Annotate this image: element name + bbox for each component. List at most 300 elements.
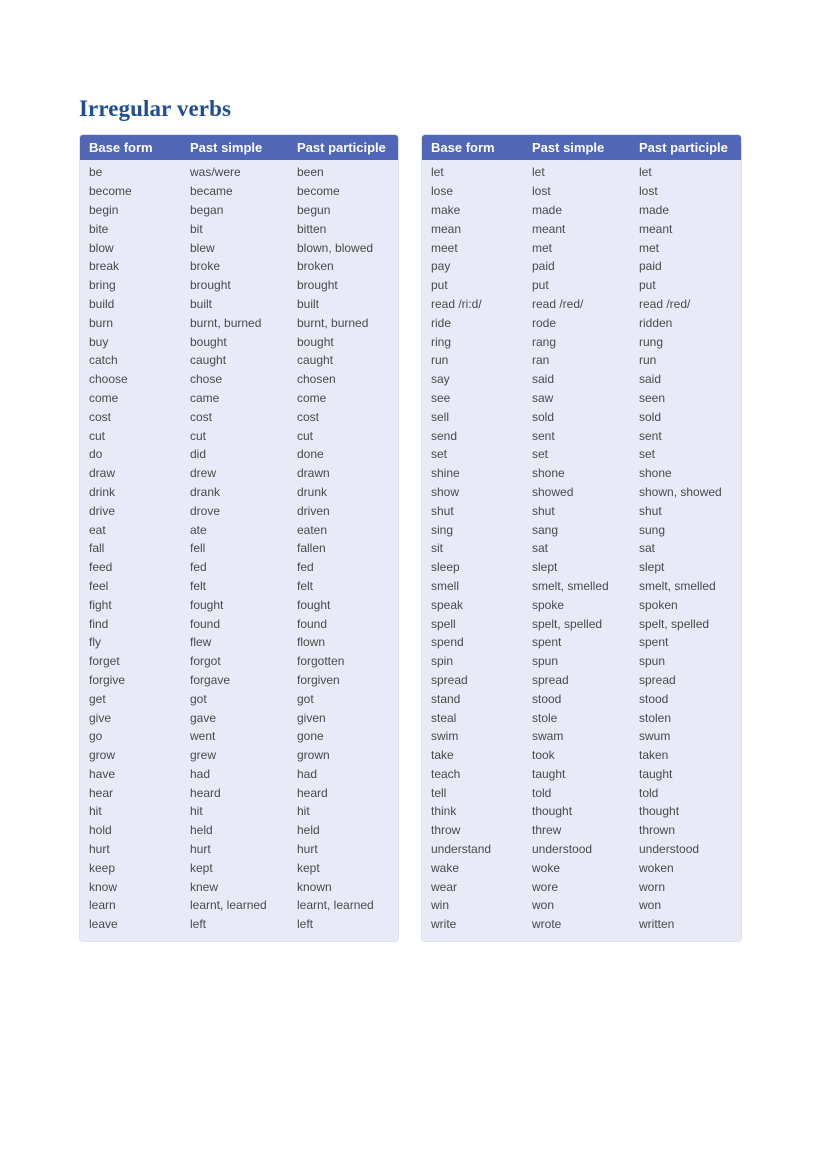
table-row [80, 257, 398, 276]
header-past-simple: Past simple [190, 140, 263, 155]
table-row [422, 483, 741, 502]
base-form-cell: steal [431, 710, 457, 725]
past-participle-cell: become [297, 184, 340, 199]
past-simple-cell: made [532, 202, 563, 217]
base-form-cell: forget [89, 654, 120, 669]
base-form-cell: spend [431, 635, 464, 650]
past-participle-cell: smelt, smelled [639, 578, 716, 593]
table-row [80, 652, 398, 671]
table-row [422, 445, 741, 464]
table-row [422, 520, 741, 539]
table-row [80, 858, 398, 877]
base-form-cell: shine [431, 466, 460, 481]
base-form-cell: hit [89, 804, 102, 819]
past-simple-cell: fell [190, 541, 206, 556]
past-participle-cell: spread [639, 672, 676, 687]
table-row [422, 558, 741, 577]
table-row [80, 407, 398, 426]
past-participle-cell: thrown [639, 823, 676, 838]
past-simple-cell: rode [532, 315, 557, 330]
past-participle-cell: paid [639, 259, 662, 274]
past-simple-cell: spun [532, 654, 559, 669]
table-header [422, 135, 741, 160]
past-participle-cell: come [297, 390, 327, 405]
base-form-cell: build [89, 296, 115, 311]
past-simple-cell: caught [190, 353, 227, 368]
base-form-cell: see [431, 390, 451, 405]
past-simple-cell: said [532, 372, 555, 387]
base-form-cell: lose [431, 184, 454, 199]
table-row [80, 276, 398, 295]
past-participle-cell: lost [639, 184, 658, 199]
base-form-cell: stand [431, 691, 461, 706]
past-simple-cell: got [190, 691, 207, 706]
base-form-cell: get [89, 691, 106, 706]
base-form-cell: feed [89, 560, 113, 575]
past-simple-cell: forgave [190, 672, 231, 687]
past-participle-cell: blown, blowed [297, 240, 374, 255]
past-participle-cell: ridden [639, 315, 673, 330]
past-simple-cell: shone [532, 466, 565, 481]
table-row [80, 370, 398, 389]
base-form-cell: forgive [89, 672, 126, 687]
base-form-cell: begin [89, 202, 119, 217]
base-form-cell: choose [89, 372, 128, 387]
base-form-cell: keep [89, 860, 116, 875]
past-participle-cell: run [639, 353, 657, 368]
table-row [422, 746, 741, 765]
past-simple-cell: swam [532, 729, 564, 744]
past-participle-cell: forgotten [297, 654, 345, 669]
table-row [80, 821, 398, 840]
past-simple-cell: did [190, 447, 207, 462]
past-participle-cell: shown, showed [639, 484, 722, 499]
past-simple-cell: met [532, 240, 553, 255]
base-form-cell: write [431, 917, 457, 932]
base-form-cell: tell [431, 785, 447, 800]
table-row [80, 351, 398, 370]
past-simple-cell: began [190, 202, 224, 217]
past-simple-cell: ate [190, 522, 207, 537]
base-form-cell: bite [89, 221, 109, 236]
past-participle-cell: begun [297, 202, 331, 217]
table-row [80, 558, 398, 577]
base-form-cell: have [89, 766, 116, 781]
past-simple-cell: hit [190, 804, 203, 819]
past-participle-cell: spelt, spelled [639, 616, 710, 631]
table-row [80, 389, 398, 408]
base-form-cell: meet [431, 240, 458, 255]
table-row [80, 746, 398, 765]
table-row [80, 201, 398, 220]
base-form-cell: draw [89, 466, 116, 481]
base-form-cell: speak [431, 597, 464, 612]
base-form-cell: mean [431, 221, 462, 236]
table-row [422, 201, 741, 220]
table-row [422, 783, 741, 802]
table-row [422, 858, 741, 877]
table-row [422, 257, 741, 276]
table-row [422, 332, 741, 351]
past-participle-cell: forgiven [297, 672, 340, 687]
past-simple-cell: forgot [190, 654, 221, 669]
table-row [80, 896, 398, 915]
past-simple-cell: let [532, 165, 545, 180]
header-past-simple: Past simple [532, 140, 605, 155]
base-form-cell: think [431, 804, 457, 819]
past-simple-cell: felt [190, 578, 207, 593]
past-participle-cell: spent [639, 635, 669, 650]
base-form-cell: blow [89, 240, 114, 255]
past-simple-cell: woke [532, 860, 561, 875]
past-participle-cell: won [639, 898, 662, 913]
past-participle-cell: cost [297, 409, 320, 424]
base-form-cell: do [89, 447, 103, 462]
table-row [422, 821, 741, 840]
past-participle-cell: told [639, 785, 659, 800]
past-simple-cell: ran [532, 353, 550, 368]
base-form-cell: run [431, 353, 449, 368]
base-form-cell: fight [89, 597, 112, 612]
base-form-cell: give [89, 710, 112, 725]
table-row [422, 708, 741, 727]
past-participle-cell: worn [639, 879, 666, 894]
past-participle-cell: broken [297, 259, 334, 274]
past-participle-cell: burnt, burned [297, 315, 369, 330]
table-row [422, 163, 741, 182]
table-row [80, 219, 398, 238]
past-simple-cell: broke [190, 259, 221, 274]
past-simple-cell: wore [532, 879, 559, 894]
base-form-cell: let [431, 165, 444, 180]
past-participle-cell: chosen [297, 372, 336, 387]
past-participle-cell: learnt, learned [297, 898, 374, 913]
base-form-cell: become [89, 184, 132, 199]
base-form-cell: fly [89, 635, 101, 650]
table-row [422, 539, 741, 558]
past-participle-cell: held [297, 823, 320, 838]
past-participle-cell: heard [297, 785, 328, 800]
base-form-cell: eat [89, 522, 106, 537]
past-simple-cell: held [190, 823, 213, 838]
past-participle-cell: fallen [297, 541, 326, 556]
past-simple-cell: flew [190, 635, 212, 650]
past-simple-cell: spoke [532, 597, 565, 612]
table-row [80, 445, 398, 464]
past-participle-cell: fought [297, 597, 331, 612]
table-row [80, 238, 398, 257]
base-form-cell: know [89, 879, 118, 894]
base-form-cell: catch [89, 353, 118, 368]
base-form-cell: sit [431, 541, 443, 556]
past-simple-cell: built [190, 296, 213, 311]
past-simple-cell: bought [190, 334, 227, 349]
past-participle-cell: cut [297, 428, 314, 443]
table-row [422, 351, 741, 370]
table-row [422, 238, 741, 257]
past-simple-cell: set [532, 447, 549, 462]
table-row [80, 708, 398, 727]
base-form-cell: burn [89, 315, 114, 330]
past-participle-cell: thought [639, 804, 680, 819]
past-simple-cell: shut [532, 503, 555, 518]
past-participle-cell: driven [297, 503, 330, 518]
past-participle-cell: flown [297, 635, 326, 650]
base-form-cell: bring [89, 278, 116, 293]
table-row [422, 595, 741, 614]
header-base-form: Base form [431, 140, 495, 155]
past-participle-cell: rung [639, 334, 664, 349]
base-form-cell: hurt [89, 842, 110, 857]
base-form-cell: ride [431, 315, 452, 330]
table-header [80, 135, 398, 160]
past-participle-cell: brought [297, 278, 338, 293]
past-participle-cell: given [297, 710, 326, 725]
past-simple-cell: thought [532, 804, 573, 819]
past-participle-cell: seen [639, 390, 666, 405]
table-row [80, 464, 398, 483]
header-past-participle: Past participle [639, 140, 728, 155]
base-form-cell: send [431, 428, 458, 443]
base-form-cell: throw [431, 823, 461, 838]
base-form-cell: teach [431, 766, 461, 781]
past-participle-cell: swum [639, 729, 671, 744]
base-form-cell: be [89, 165, 103, 180]
past-participle-cell: done [297, 447, 324, 462]
past-simple-cell: spread [532, 672, 569, 687]
past-simple-cell: put [532, 278, 549, 293]
base-form-cell: spell [431, 616, 456, 631]
table-row [80, 295, 398, 314]
past-simple-cell: fought [190, 597, 224, 612]
table-row [80, 614, 398, 633]
table-row [80, 163, 398, 182]
past-simple-cell: stole [532, 710, 558, 725]
past-participle-cell: put [639, 278, 656, 293]
table-row [80, 727, 398, 746]
table-row [80, 501, 398, 520]
past-simple-cell: came [190, 390, 220, 405]
base-form-cell: smell [431, 578, 460, 593]
past-participle-cell: sat [639, 541, 656, 556]
table-row [422, 219, 741, 238]
past-simple-cell: rang [532, 334, 557, 349]
past-participle-cell: bitten [297, 221, 327, 236]
past-simple-cell: fed [190, 560, 207, 575]
past-participle-cell: written [639, 917, 675, 932]
irregular-verbs-table-left [79, 134, 399, 942]
past-participle-cell: got [297, 691, 314, 706]
base-form-cell: break [89, 259, 120, 274]
table-row [80, 539, 398, 558]
past-simple-cell: bit [190, 221, 203, 236]
past-simple-cell: sold [532, 409, 555, 424]
past-participle-cell: said [639, 372, 662, 387]
past-participle-cell: been [297, 165, 324, 180]
past-simple-cell: drove [190, 503, 221, 518]
table-row [422, 577, 741, 596]
past-participle-cell: built [297, 296, 320, 311]
past-simple-cell: learnt, learned [190, 898, 267, 913]
table-row [422, 896, 741, 915]
table-row [80, 877, 398, 896]
base-form-cell: drive [89, 503, 116, 518]
past-participle-cell: set [639, 447, 656, 462]
past-simple-cell: blew [190, 240, 215, 255]
past-participle-cell: shone [639, 466, 672, 481]
table-row [422, 426, 741, 445]
past-simple-cell: understood [532, 842, 593, 857]
base-form-cell: drink [89, 484, 116, 499]
past-simple-cell: drank [190, 484, 221, 499]
past-simple-cell: meant [532, 221, 566, 236]
base-form-cell: sing [431, 522, 454, 537]
base-form-cell: set [431, 447, 448, 462]
base-form-cell: come [89, 390, 119, 405]
irregular-verbs-table-right [421, 134, 742, 942]
page-title: Irregular verbs [79, 96, 232, 121]
past-simple-cell: heard [190, 785, 221, 800]
past-simple-cell: showed [532, 484, 574, 499]
base-form-cell: cost [89, 409, 112, 424]
past-participle-cell: made [639, 202, 670, 217]
table-row [422, 765, 741, 784]
past-participle-cell: felt [297, 578, 314, 593]
past-participle-cell: let [639, 165, 652, 180]
table-row [422, 614, 741, 633]
table-row [422, 671, 741, 690]
past-simple-cell: sent [532, 428, 555, 443]
past-participle-cell: found [297, 616, 328, 631]
table-row [80, 483, 398, 502]
past-participle-cell: sung [639, 522, 666, 537]
past-simple-cell: cut [190, 428, 207, 443]
base-form-cell: understand [431, 842, 492, 857]
past-participle-cell: had [297, 766, 318, 781]
table-body [422, 160, 741, 941]
table-row [80, 671, 398, 690]
table-row [80, 426, 398, 445]
past-participle-cell: eaten [297, 522, 328, 537]
table-row [80, 689, 398, 708]
table-row [80, 332, 398, 351]
past-simple-cell: became [190, 184, 233, 199]
table-row [422, 915, 741, 934]
base-form-cell: pay [431, 259, 451, 274]
past-participle-cell: spoken [639, 597, 678, 612]
past-simple-cell: spent [532, 635, 562, 650]
table-row [80, 595, 398, 614]
past-simple-cell: gave [190, 710, 217, 725]
past-simple-cell: slept [532, 560, 558, 575]
header-past-participle: Past participle [297, 140, 386, 155]
table-row [422, 877, 741, 896]
past-simple-cell: stood [532, 691, 562, 706]
past-simple-cell: burnt, burned [190, 315, 262, 330]
past-participle-cell: fed [297, 560, 314, 575]
past-participle-cell: bought [297, 334, 334, 349]
past-participle-cell: taught [639, 766, 673, 781]
past-simple-cell: paid [532, 259, 555, 274]
base-form-cell: shut [431, 503, 454, 518]
past-participle-cell: woken [639, 860, 674, 875]
base-form-cell: learn [89, 898, 116, 913]
base-form-cell: leave [89, 917, 118, 932]
past-participle-cell: sent [639, 428, 662, 443]
base-form-cell: read /ri:d/ [431, 296, 482, 311]
past-simple-cell: smelt, smelled [532, 578, 609, 593]
table-row [422, 840, 741, 859]
past-simple-cell: sat [532, 541, 549, 556]
base-form-cell: spread [431, 672, 468, 687]
past-simple-cell: grew [190, 748, 217, 763]
past-participle-cell: grown [297, 748, 330, 763]
base-form-cell: go [89, 729, 103, 744]
past-simple-cell: chose [190, 372, 223, 387]
base-form-cell: show [431, 484, 460, 499]
past-participle-cell: kept [297, 860, 320, 875]
past-simple-cell: read /red/ [532, 296, 584, 311]
past-participle-cell: hurt [297, 842, 318, 857]
table-row [422, 652, 741, 671]
table-row [80, 783, 398, 802]
table-row [422, 276, 741, 295]
past-simple-cell: sang [532, 522, 559, 537]
table-row [80, 313, 398, 332]
table-body [80, 160, 398, 941]
base-form-cell: sell [431, 409, 450, 424]
table-row [80, 840, 398, 859]
past-participle-cell: drunk [297, 484, 328, 499]
base-form-cell: fall [89, 541, 105, 556]
past-simple-cell: spelt, spelled [532, 616, 603, 631]
header-base-form: Base form [89, 140, 153, 155]
base-form-cell: wake [431, 860, 460, 875]
past-simple-cell: had [190, 766, 211, 781]
past-participle-cell: stood [639, 691, 669, 706]
table-row [80, 802, 398, 821]
table-row [422, 389, 741, 408]
table-row [422, 313, 741, 332]
past-simple-cell: saw [532, 390, 554, 405]
past-simple-cell: left [190, 917, 207, 932]
past-participle-cell: caught [297, 353, 334, 368]
past-simple-cell: took [532, 748, 555, 763]
past-participle-cell: stolen [639, 710, 672, 725]
base-form-cell: cut [89, 428, 106, 443]
past-participle-cell: taken [639, 748, 669, 763]
table-row [80, 915, 398, 934]
table-row [422, 407, 741, 426]
base-form-cell: say [431, 372, 450, 387]
table-row [422, 689, 741, 708]
past-participle-cell: met [639, 240, 660, 255]
table-row [80, 765, 398, 784]
past-participle-cell: shut [639, 503, 662, 518]
base-form-cell: buy [89, 334, 109, 349]
base-form-cell: ring [431, 334, 452, 349]
table-row [80, 520, 398, 539]
past-simple-cell: drew [190, 466, 217, 481]
past-simple-cell: threw [532, 823, 562, 838]
past-simple-cell: knew [190, 879, 219, 894]
past-participle-cell: understood [639, 842, 700, 857]
base-form-cell: win [431, 898, 450, 913]
table-row [80, 182, 398, 201]
table-row [422, 370, 741, 389]
past-participle-cell: spun [639, 654, 666, 669]
table-row [422, 295, 741, 314]
